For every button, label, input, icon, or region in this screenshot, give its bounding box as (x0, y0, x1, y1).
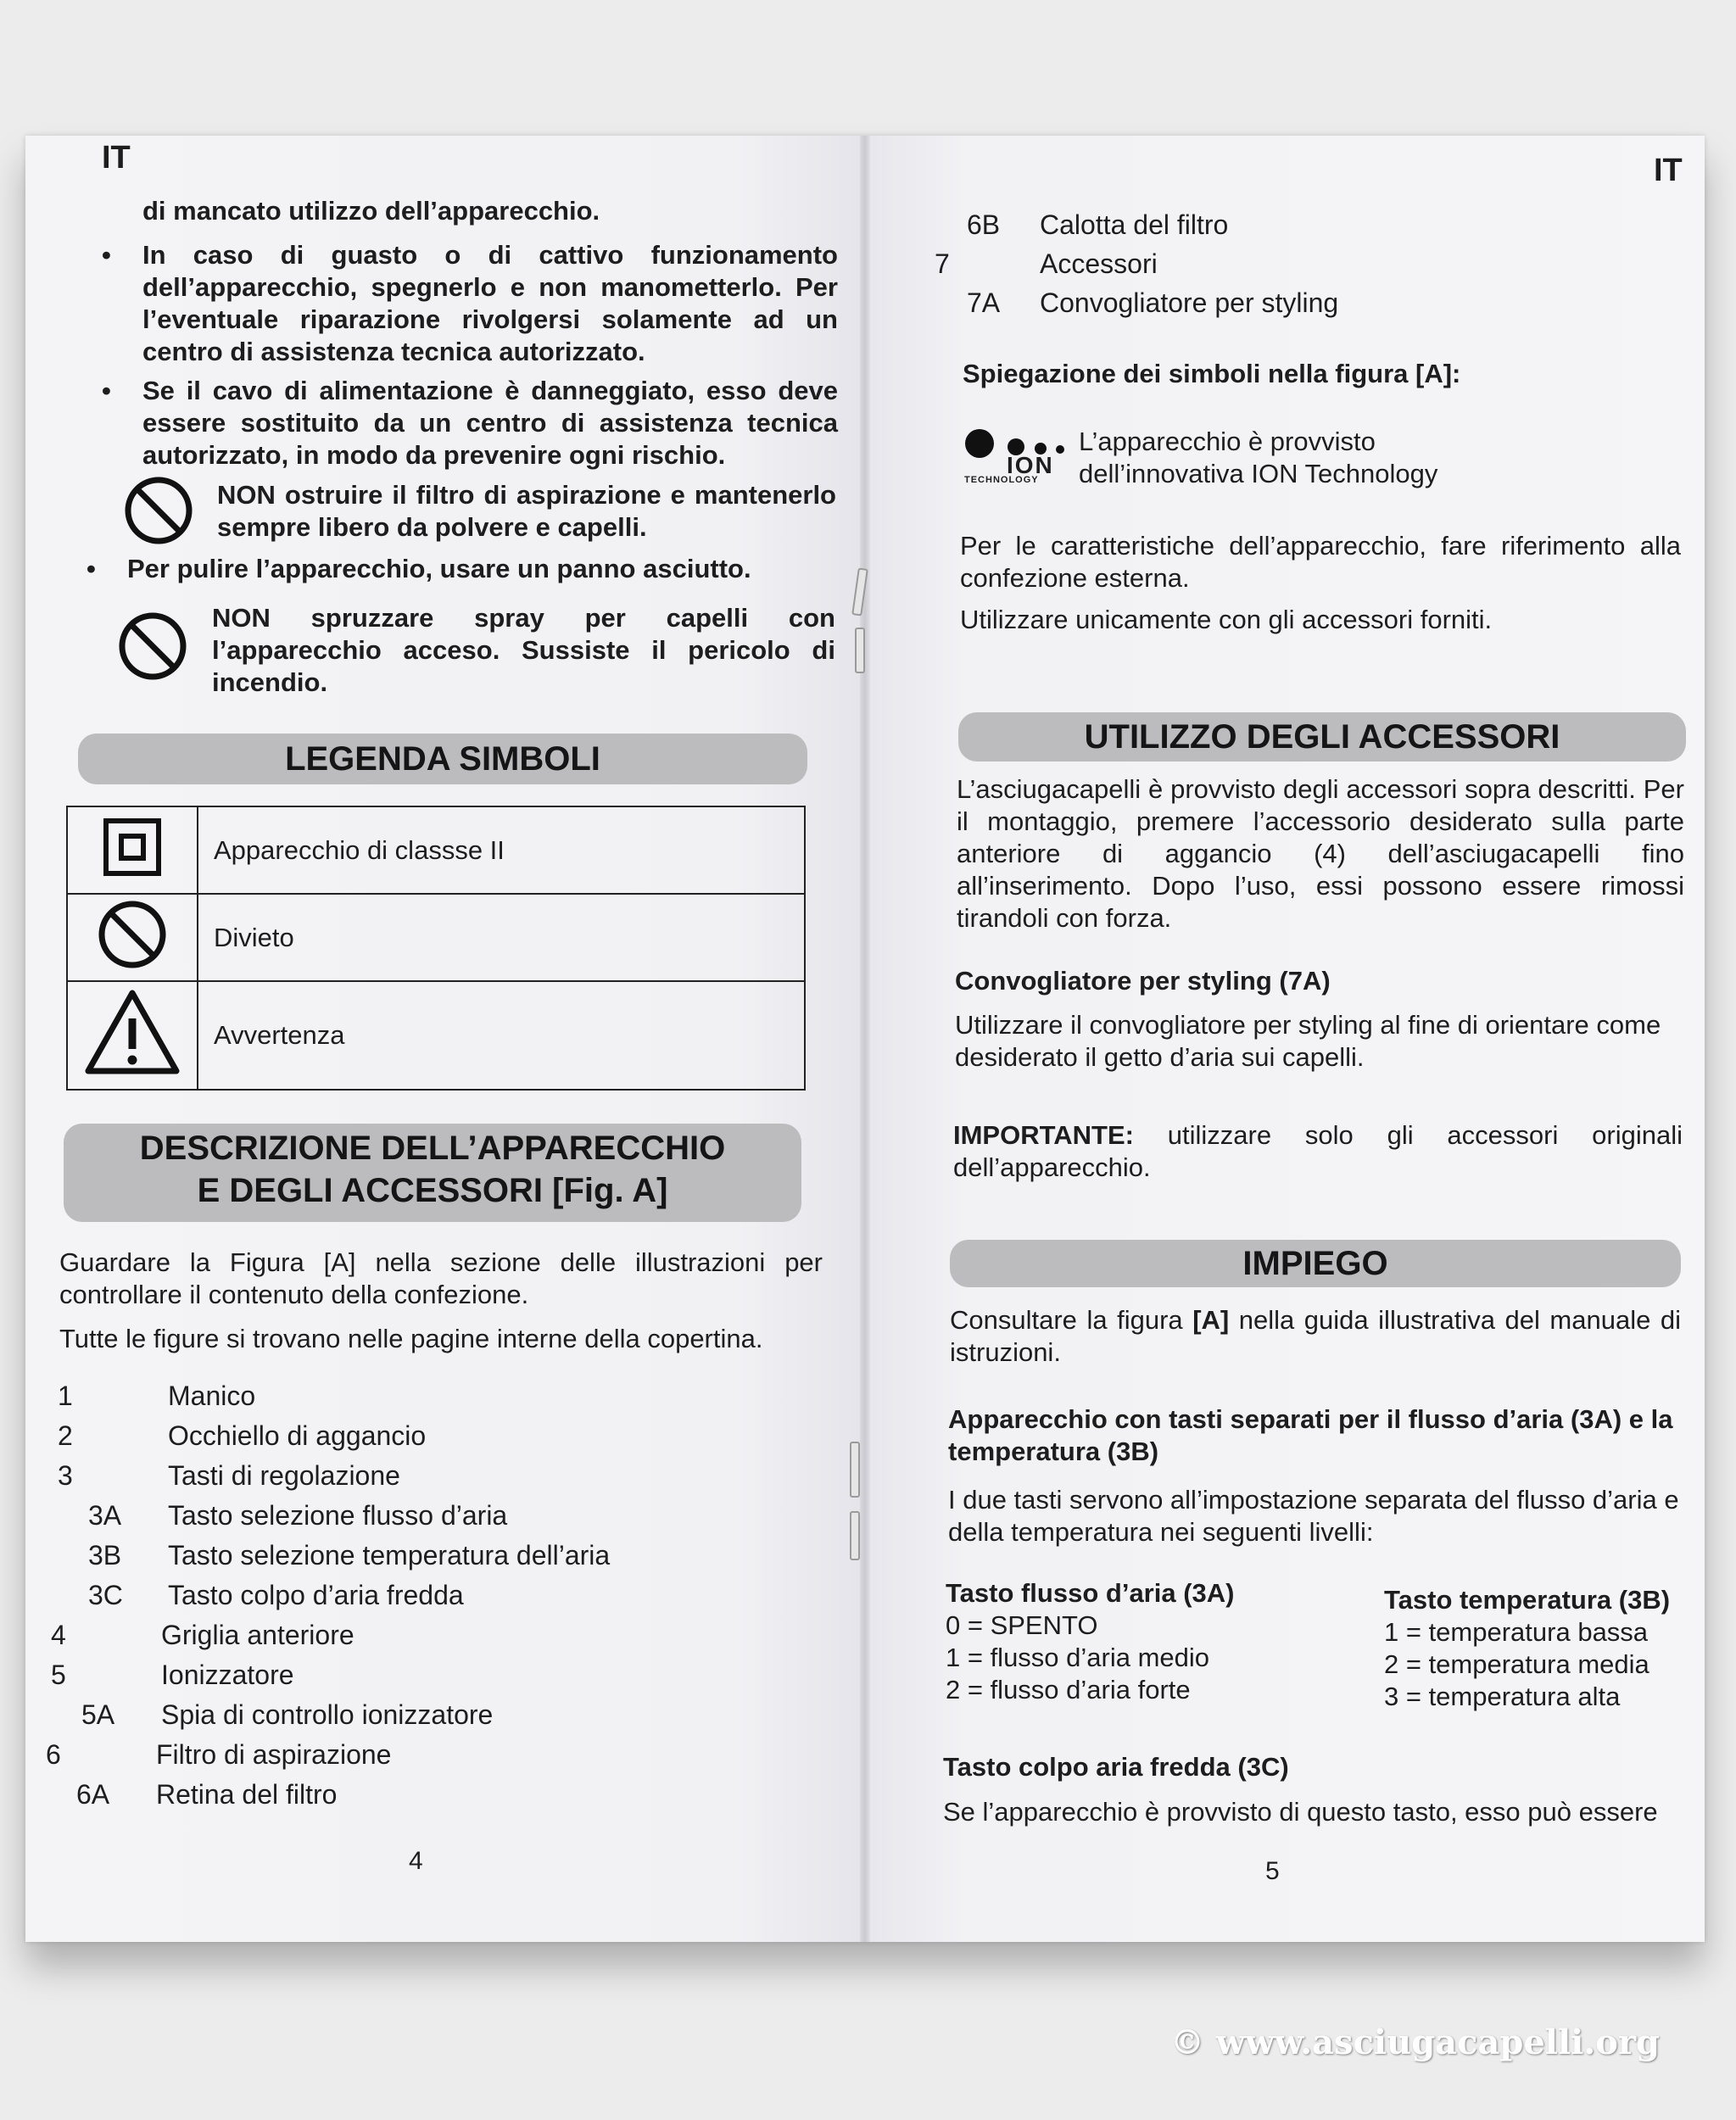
right-page: IT 6B Calotta del filtro 7 Accessori 7A Convogliatore per styling Spiegazione dei simboli nella figura [A]: ION TECHNOLOGY L’apparecchio è provvisto dell’innovativa ION Technology Per le caratteristiche dell’apparecchio, fare riferimento alla confezione esterna. Utilizzare unicamente con gli accessori forniti. UTILIZZO DEGLI ACCESSORI L’asciugacapelli è provvisto degli accessori sopra descritti. Per il montaggio, premere l’accessorio desiderato sulla parte anteriore di aggancio (4) dell’asciugacapelli fino all’inserimento. Dopo l’uso, essi possono essere rimossi tirandoli con forza. Convogliatore per styling (7A) Utilizzare il convogliatore per styling al fine di orientare come desiderato il getto d’aria sui capelli. IMPORTANTE: utilizzare solo gli accessori originali dell’apparecchio. IMPIEGO Consultare la figura [A] nella guida illustrativa del manuale di istruzioni. Apparecchio con tasti separati per il flusso d’aria (3A) e la temperatura (3B) I due tasti servono all’impostazione separata del flusso d’aria e della temperatura nei seguenti livelli: Tasto flusso d’aria (3A) 0 = SPENTO 1 = flusso d’aria medio 2 = flusso d’aria forte Tasto temperatura (3B) 1 = temperatura bassa 2 = temperatura media 3 = temperatura alta Tasto colpo aria fredda (3C) Se l’apparecchio è provvisto di questo tasto, esso può essere 5 (865, 136, 1705, 1942)
list-item: 3 = temperatura alta (1384, 1682, 1621, 1711)
accessories-note: Utilizzare unicamente con gli accessori forniti. (960, 605, 1493, 634)
description-paragraph: Tutte le figure si trovano nelle pagine interne della copertina. (59, 1324, 763, 1353)
symbols-table (66, 806, 806, 1091)
warning-triangle-icon (67, 981, 198, 1090)
features-paragraph: Per le caratteristiche dell’apparecchio, fare riferimento alla confezione esterna. (960, 531, 1681, 593)
table-row (67, 981, 805, 1090)
accessori-banner: UTILIZZO DEGLI ACCESSORI (958, 712, 1686, 762)
prohibition-icon (123, 475, 194, 550)
ion-description: L’apparecchio è provvisto (1079, 427, 1376, 456)
styling-heading: Convogliatore per styling (7A) (955, 966, 1331, 996)
staple (850, 1442, 860, 1498)
importante-label: IMPORTANTE: (953, 1120, 1134, 1150)
temperatura-heading: Tasto temperatura (3B) (1384, 1585, 1671, 1615)
list-item: 2 = temperatura media (1384, 1649, 1649, 1679)
styling-paragraph: Utilizzare il convogliatore per styling al fine di orientare come desiderato il getto d’aria sui capelli. (955, 1010, 1661, 1072)
staple (850, 1511, 860, 1560)
flusso-heading: Tasto flusso d’aria (3A) (946, 1578, 1235, 1608)
ion-technology-logo: ION TECHNOLOGY (963, 428, 1069, 487)
bullet-dot: • (102, 376, 111, 405)
description-paragraph: Guardare la Figura [A] nella sezione delle illustrazioni per controllare il contenuto della confezione. (59, 1247, 823, 1309)
bullet-text: In caso di guasto o di cattivo funzionamento dell’apparecchio, spegnerlo e non manometterlo. Per l’eventuale riparazione rivolgersi solamente ad un centro di assistenza tecnica autorizzato. (142, 240, 838, 366)
bullet-dot: • (102, 240, 111, 270)
bullet-text: Per pulire l’apparecchio, usare un panno asciutto. (127, 554, 751, 583)
warning-text: NON ostruire il filtro di aspirazione e mantenerlo sempre libero da polvere e capelli. (217, 480, 836, 542)
ion-description: dell’innovativa ION Technology (1079, 459, 1438, 488)
center-fold (860, 136, 870, 1942)
left-page: IT di mancato utilizzo dell’apparecchio. • In caso di guasto o di cattivo funzionamento dell’apparecchio, spegnerlo e non manometterlo. Per l’eventuale riparazione rivolgersi solamente ad un centro di assistenza tecnica autorizzato. • Se il cavo di alimentazione è danneggiato, esso deve essere sostituito da un centro di assistenza tecnica autorizzato, in modo da prevenire ogni rischio. NON ostruire il filtro di aspirazione e mantenerlo sempre libero da polvere e capelli. • Per pulire l’apparecchio, usare un panno asciutto. NON spruzzare spray per capelli con l’apparecchio acceso. Sussiste il pericolo di incendio. LEGENDA SIMBOLI Apparecchio di classse II Divieto Avvertenza DESCRIZIONE DELL’APPARECCHIO E DEGLI ACCESSORI [Fig. A] Guardare la Figura [A] nella sezione delle illustrazioni per controllare il contenuto della confezione. Tutte le figure si trovano nelle pagine interne della copertina. 1 Manico 2 Occhiello di aggancio 3 Tasti di regolazione 3A Tasto selezione flusso d’aria 3B Tasto selezione temperatura dell’aria 3C Tasto colpo d’aria fredda 4 Griglia anteriore 5 Ionizzatore 5A Spia di controllo ionizzatore 6 Filtro di aspirazione 6A Retina del filtro 4 (25, 136, 865, 1942)
table-cell: Apparecchio di classse II (198, 806, 805, 894)
intro-line: di mancato utilizzo dell’apparecchio. (142, 196, 600, 226)
table-cell: Divieto (198, 894, 805, 981)
impiego-banner: IMPIEGO (950, 1240, 1681, 1287)
page-number: 4 (409, 1847, 423, 1875)
colpo-heading: Tasto colpo aria fredda (3C) (943, 1752, 1289, 1782)
table-row (67, 894, 805, 981)
bullet-item (102, 375, 838, 471)
prohibition-icon (117, 611, 188, 686)
list-item: 0 = SPENTO (946, 1610, 1098, 1640)
list-item: 1 = temperatura bassa (1384, 1617, 1649, 1647)
table-cell: Avvertenza (198, 981, 805, 1090)
banner-line: DESCRIZIONE DELL’APPARECCHIO (139, 1130, 726, 1167)
language-label: IT (1654, 153, 1683, 188)
prohibition-icon (67, 894, 198, 981)
impiego-paragraph: Consultare la figura [A] nella guida illustrativa del manuale di istruzioni. (950, 1305, 1681, 1367)
language-label: IT (102, 140, 131, 176)
description-banner (64, 1124, 801, 1222)
importante-paragraph (953, 1119, 1683, 1184)
symbols-heading: Spiegazione dei simboli nella figura [A]: (963, 359, 1461, 388)
table-row (67, 806, 805, 894)
bullet-item (102, 239, 838, 368)
staple (855, 628, 865, 673)
bullet-dot: • (87, 554, 96, 583)
warning-text: NON spruzzare spray per capelli con l’apparecchio acceso. Sussiste il pericolo di incendio. (212, 603, 835, 697)
bullet-item (87, 553, 840, 585)
class-ii-icon (67, 806, 198, 894)
list-item: 1 = flusso d’aria medio (946, 1643, 1210, 1672)
watermark: © www.asciugacapelli.org (1170, 2022, 1661, 2062)
separati-paragraph: I due tasti servono all’impostazione separata del flusso d’aria e della temperatura nei seguenti livelli: (948, 1485, 1679, 1547)
colpo-paragraph: Se l’apparecchio è provvisto di questo tasto, esso può essere (943, 1797, 1658, 1827)
flusso-list (946, 1577, 1235, 1706)
banner-line: E DEGLI ACCESSORI [Fig. A] (197, 1172, 668, 1209)
legend-banner: LEGENDA SIMBOLI (78, 734, 807, 784)
open-manual (25, 136, 1705, 1942)
separati-heading: Apparecchio con tasti separati per il flusso d’aria (3A) e la temperatura (3B) (948, 1404, 1673, 1466)
list-item: 2 = flusso d’aria forte (946, 1675, 1191, 1704)
bullet-text: Se il cavo di alimentazione è danneggiato, esso deve essere sostituito da un centro di assistenza tecnica autorizzato, in modo da prevenire ogni rischio. (142, 376, 838, 470)
accessori-paragraph: L’asciugacapelli è provvisto degli accessori sopra descritti. Per il montaggio, premere l’accessorio desiderato sulla parte anteriore di aggancio (4) dell’asciugacapelli fino all’inserimento. Dopo l’uso, essi possono essere rimossi tirandoli con forza. (957, 774, 1684, 933)
temperatura-list (1384, 1584, 1670, 1713)
page-number: 5 (1265, 1857, 1280, 1885)
importante-text: utilizzare solo gli accessori originali dell’apparecchio. (953, 1120, 1683, 1182)
